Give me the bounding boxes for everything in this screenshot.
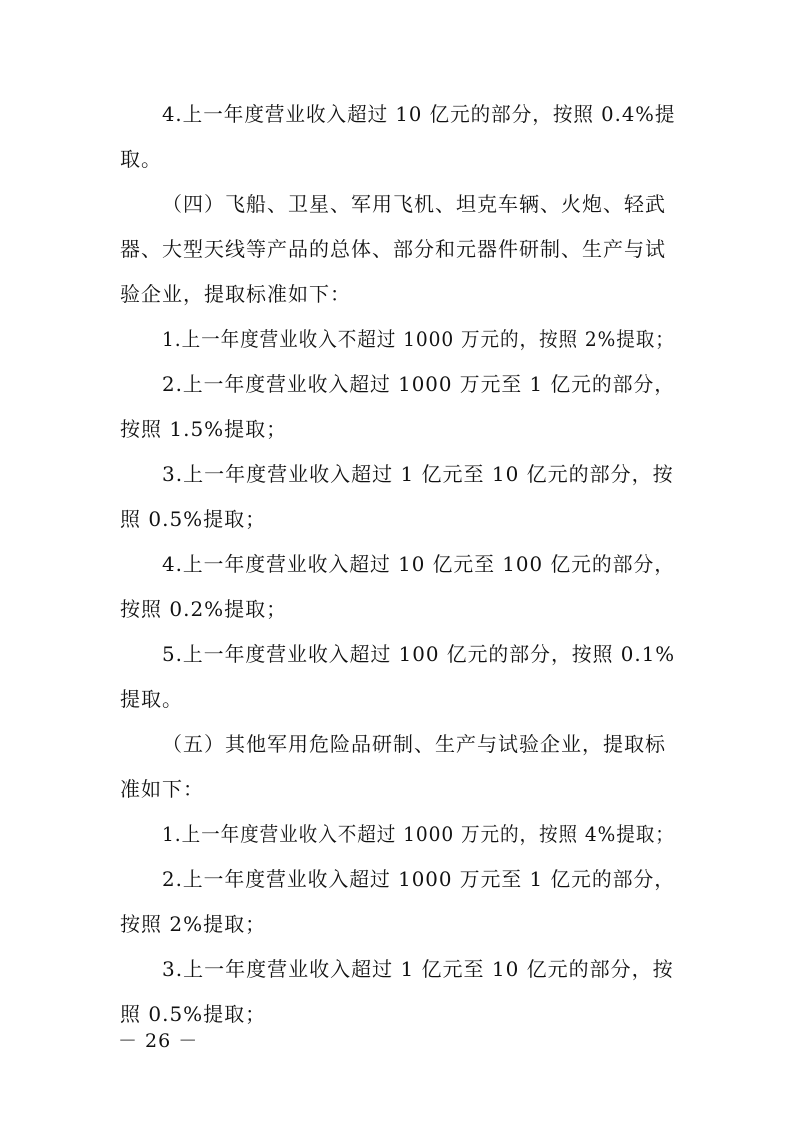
text-line: 3.上一年度营业收入超过 1 亿元至 10 亿元的部分，按 [162,462,674,486]
text-line: 准如下： [120,777,204,801]
text-line: 照 0.5%提取； [120,507,267,531]
text-line: 照 0.5%提取； [120,1002,267,1026]
text-line: 按照 1.5%提取； [120,417,288,441]
text-line: 提取。 [120,687,183,711]
text-line: 验企业，提取标准如下： [120,282,351,306]
text-line: 按照 2%提取； [120,912,267,936]
text-line: 3.上一年度营业收入超过 1 亿元至 10 亿元的部分，按 [162,957,674,981]
text-line: 1.上一年度营业收入不超过 1000 万元的，按照 4%提取； [162,822,675,846]
text-line: 4.上一年度营业收入超过 10 亿元至 100 亿元的部分， [162,552,676,576]
text-line: 按照 0.2%提取； [120,597,288,621]
text-line: 2.上一年度营业收入超过 1000 万元至 1 亿元的部分， [162,867,676,891]
text-line: 2.上一年度营业收入超过 1000 万元至 1 亿元的部分， [162,372,676,396]
text-line: 1.上一年度营业收入不超过 1000 万元的，按照 2%提取； [162,327,675,351]
text-line: 4.上一年度营业收入超过 10 亿元的部分，按照 0.4%提 [162,102,676,126]
text-line: 5.上一年度营业收入超过 100 亿元的部分，按照 0.1% [162,642,676,666]
text-line: 取。 [120,147,162,171]
section-heading-4: （四）飞船、卫星、军用飞机、坦克车辆、火炮、轻武 [162,192,666,216]
text-line: 器、大型天线等产品的总体、部分和元器件研制、生产与试 [120,237,666,261]
section-heading-5: （五）其他军用危险品研制、生产与试验企业，提取标 [162,732,666,756]
page-number: － 26 － [118,1030,199,1052]
